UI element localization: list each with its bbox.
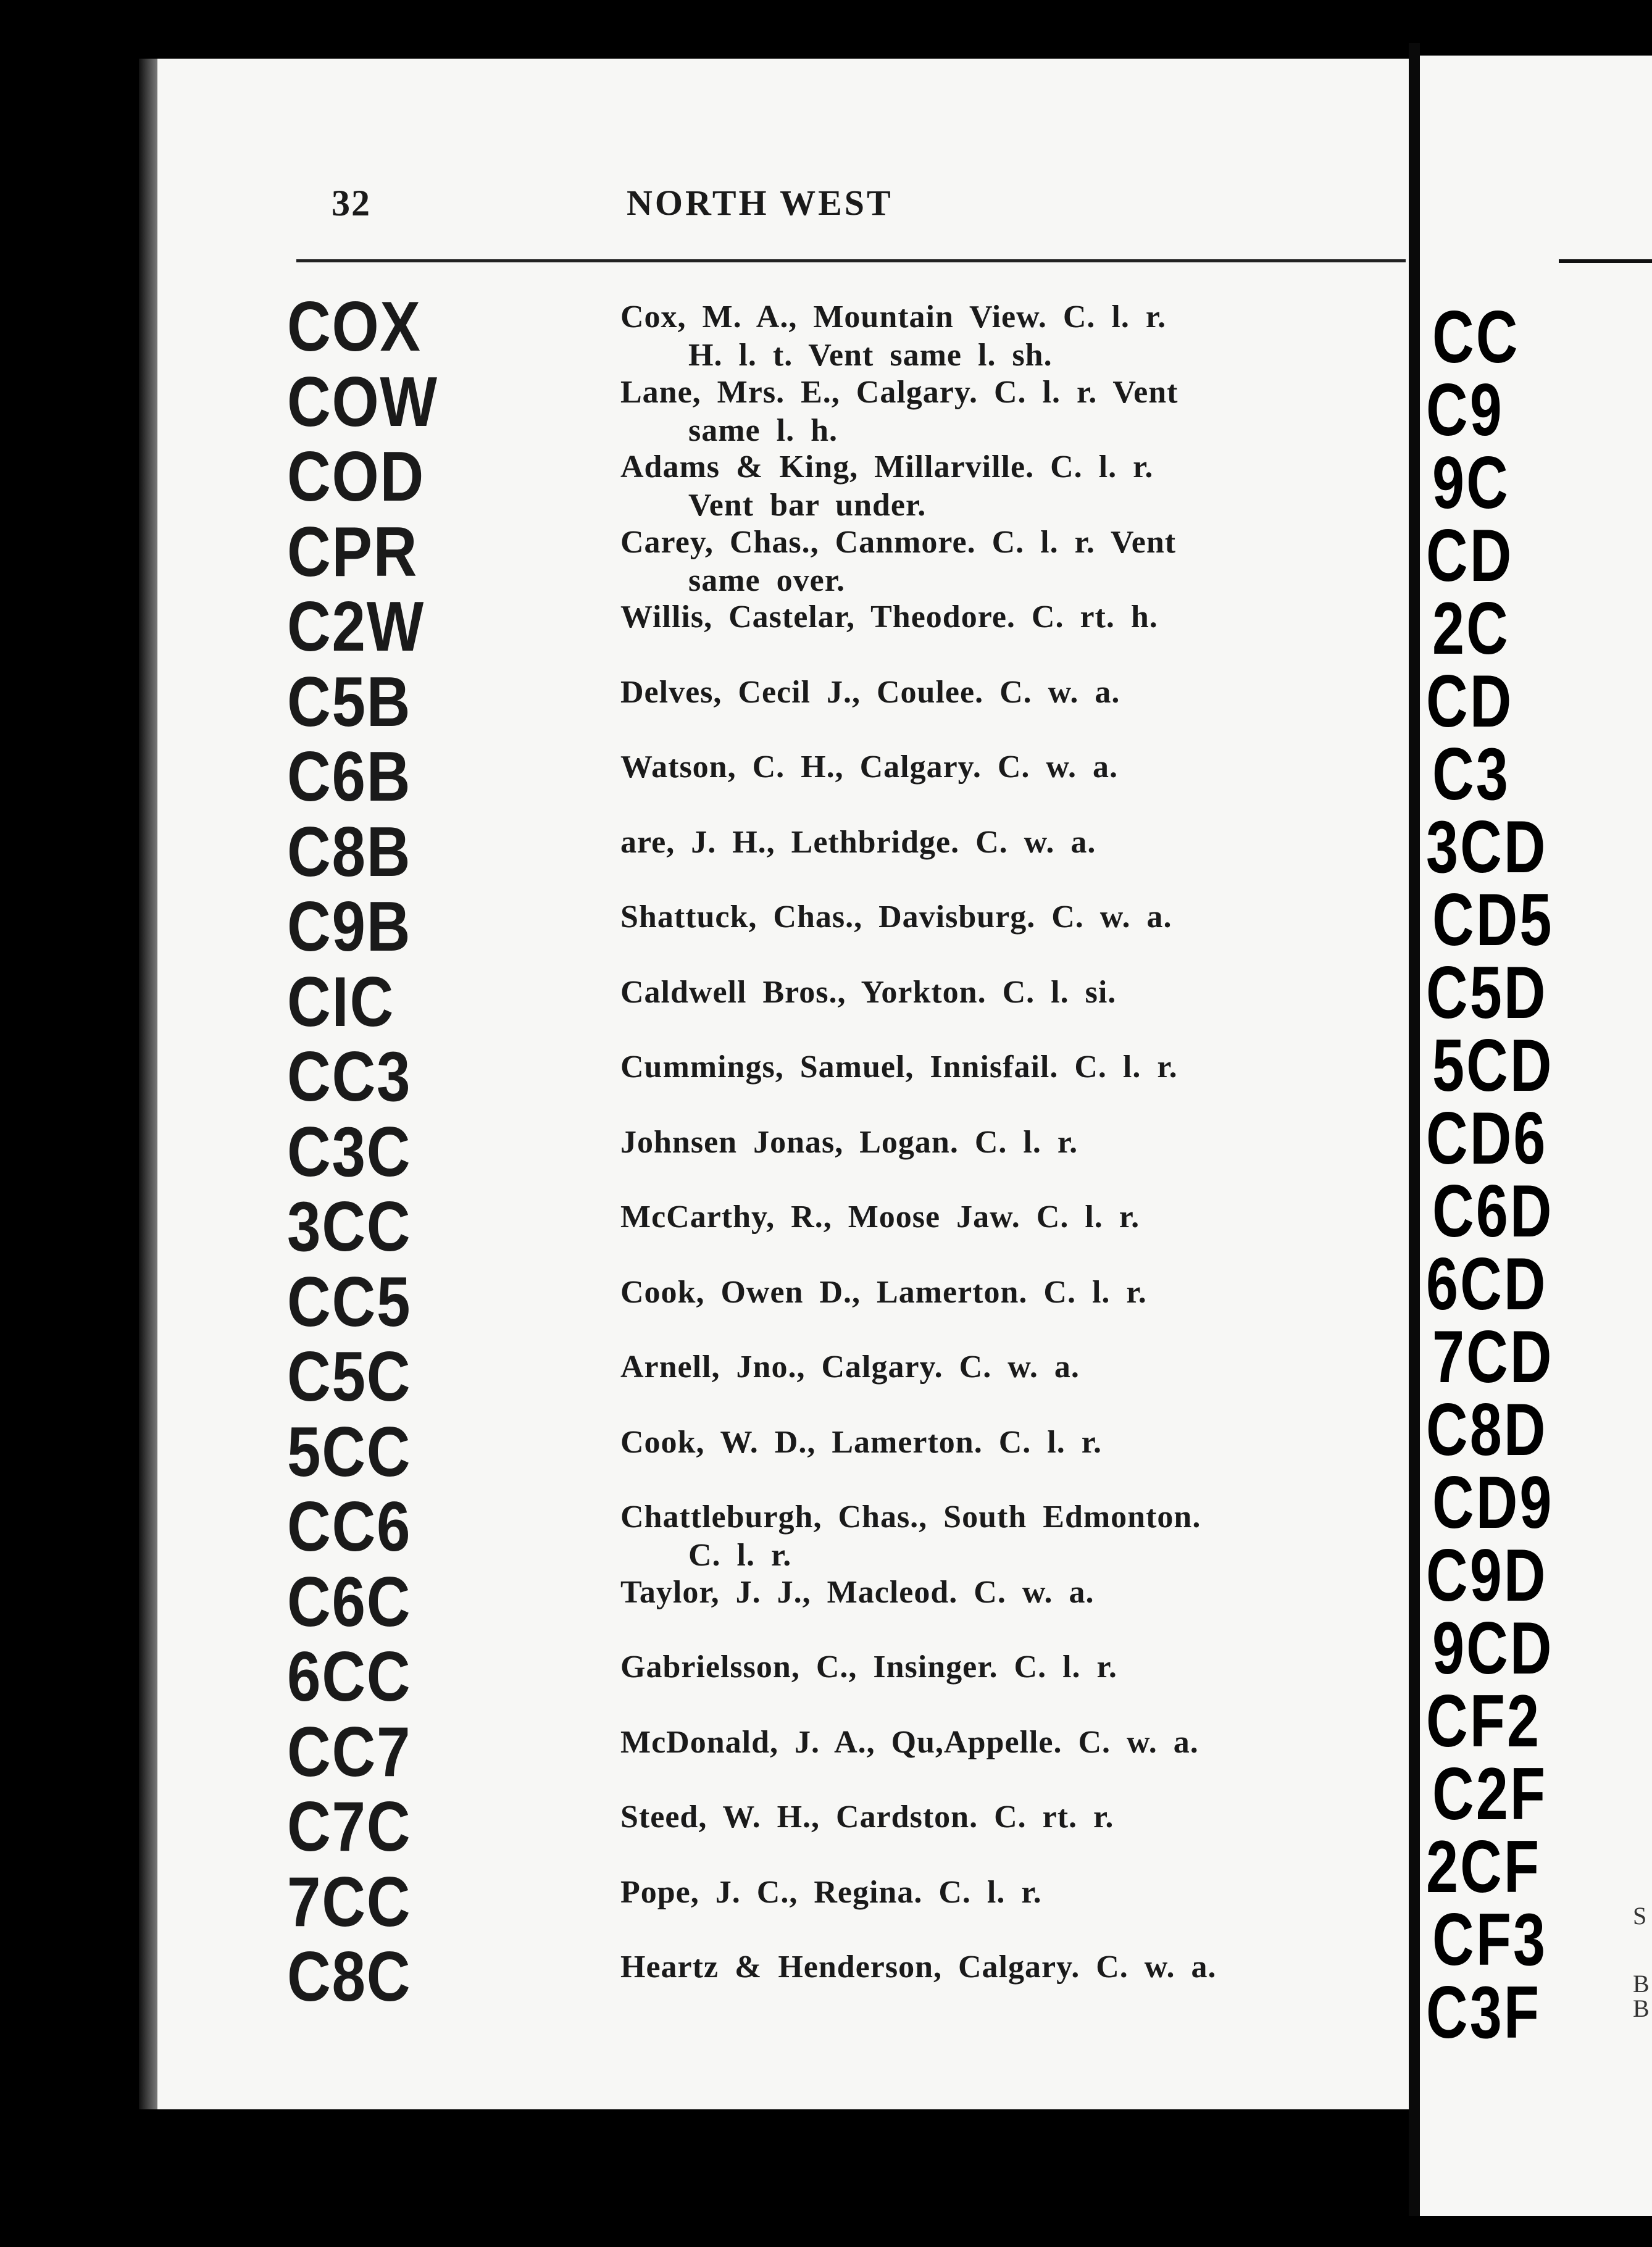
brand-mark: C7C bbox=[287, 1788, 412, 1866]
brand-owner-description bbox=[620, 973, 1441, 1012]
brand-entry bbox=[287, 888, 1398, 969]
right-page-brand-mark: CC bbox=[1432, 296, 1520, 378]
right-page-brand-mark: 9C bbox=[1432, 441, 1510, 524]
brand-mark: CC7 bbox=[287, 1712, 412, 1791]
right-page-brand-mark: C9 bbox=[1426, 369, 1504, 451]
brand-entry bbox=[287, 1788, 1398, 1869]
right-page-brand-mark: CF2 bbox=[1426, 1680, 1541, 1762]
description-line: Caldwell Bros., Yorkton. C. l. si. bbox=[620, 974, 1117, 1010]
description-continuation: Vent bar under. bbox=[688, 488, 927, 523]
brand-entry bbox=[287, 1862, 1398, 1944]
brand-mark: C3C bbox=[287, 1112, 412, 1191]
brand-mark: C8C bbox=[287, 1938, 412, 2016]
brand-entry bbox=[287, 1938, 1398, 2019]
description-continuation: H. l. t. Vent same l. sh. bbox=[688, 338, 1053, 373]
brand-owner-description bbox=[620, 1424, 1441, 1462]
brand-mark: C2W bbox=[287, 588, 425, 666]
brand-entry bbox=[287, 588, 1398, 669]
description-line: Shattuck, Chas., Davisburg. C. w. a. bbox=[620, 899, 1172, 935]
brand-mark: CC5 bbox=[287, 1262, 412, 1341]
running-head: NORTH WEST bbox=[627, 183, 893, 223]
brand-entries bbox=[157, 59, 1409, 2109]
brand-owner-description bbox=[620, 1198, 1441, 1236]
description-line: Cook, W. D., Lamerton. C. l. r. bbox=[620, 1424, 1103, 1460]
brand-owner-description bbox=[620, 373, 1441, 450]
description-continuation: C. l. r. bbox=[688, 1538, 792, 1573]
right-page-brand-mark: 2CF bbox=[1426, 1825, 1541, 1908]
left-page bbox=[157, 59, 1409, 2109]
brand-owner-description bbox=[620, 748, 1441, 786]
description-line: Cummings, Samuel, Innisfail. C. l. r. bbox=[620, 1049, 1178, 1085]
brand-owner-description bbox=[620, 1274, 1441, 1312]
brand-entry bbox=[287, 1262, 1398, 1344]
brand-mark: C5C bbox=[287, 1338, 412, 1416]
brand-entry bbox=[287, 438, 1398, 523]
brand-entry bbox=[287, 512, 1398, 598]
right-page-text-fragment: B bbox=[1633, 1970, 1650, 1998]
right-page-fragment bbox=[1420, 56, 1652, 2216]
right-page-text-fragment: S bbox=[1633, 1902, 1647, 1930]
brand-owner-description bbox=[620, 1048, 1441, 1086]
right-page-brand-mark: CD5 bbox=[1432, 878, 1554, 961]
right-page-brand-mark: C2F bbox=[1432, 1753, 1548, 1835]
brand-mark: CIC bbox=[287, 962, 395, 1041]
brand-mark: 5CC bbox=[287, 1412, 412, 1491]
description-line: Taylor, J. J., Macleod. C. w. a. bbox=[620, 1574, 1095, 1610]
description-line: Johnsen Jonas, Logan. C. l. r. bbox=[620, 1124, 1078, 1160]
right-page-brand-mark: C3F bbox=[1426, 1971, 1541, 2054]
brand-entry bbox=[287, 1188, 1398, 1269]
brand-entry bbox=[287, 1412, 1398, 1494]
description-line: Adams & King, Millarville. C. l. r. bbox=[620, 449, 1154, 485]
description-line: Cox, M. A., Mountain View. C. l. r. bbox=[620, 299, 1167, 335]
description-line: Delves, Cecil J., Coulee. C. w. a. bbox=[620, 674, 1120, 710]
brand-owner-description bbox=[620, 1874, 1441, 1912]
description-line: Steed, W. H., Cardston. C. rt. r. bbox=[620, 1799, 1114, 1835]
right-page-brand-mark: CF3 bbox=[1432, 1898, 1548, 1981]
brand-entry bbox=[287, 962, 1398, 1044]
description-line: Cook, Owen D., Lamerton. C. l. r. bbox=[620, 1274, 1147, 1310]
right-header-rule bbox=[1559, 259, 1652, 263]
description-line: Pope, J. C., Regina. C. l. r. bbox=[620, 1874, 1042, 1910]
description-line: Lane, Mrs. E., Calgary. C. l. r. Vent bbox=[620, 374, 1179, 410]
brand-entry bbox=[287, 1712, 1398, 1794]
right-page-brand-mark: 3CD bbox=[1426, 806, 1548, 888]
right-page-brand-mark: CD bbox=[1426, 514, 1514, 597]
right-page-brand-mark: 7CD bbox=[1432, 1315, 1554, 1398]
right-page-brand-mark: CD9 bbox=[1432, 1461, 1554, 1544]
brand-mark: C6B bbox=[287, 738, 412, 816]
brand-entry bbox=[287, 362, 1398, 448]
brand-mark: CC6 bbox=[287, 1488, 412, 1566]
right-page-text-fragment: B bbox=[1633, 1995, 1650, 2022]
right-page-brand-mark: CD bbox=[1426, 660, 1514, 743]
description-line: McDonald, J. A., Qu,Appelle. C. w. a. bbox=[620, 1724, 1199, 1760]
brand-mark: 6CC bbox=[287, 1638, 412, 1716]
description-line: Chattleburgh, Chas., South Edmonton. bbox=[620, 1499, 1201, 1535]
brand-entry bbox=[287, 1112, 1398, 1194]
brand-mark: 7CC bbox=[287, 1862, 412, 1941]
brand-owner-description bbox=[620, 1798, 1441, 1836]
brand-mark: C6C bbox=[287, 1562, 412, 1641]
brand-owner-description bbox=[620, 448, 1441, 525]
page-number: 32 bbox=[332, 183, 371, 223]
brand-owner-description bbox=[620, 298, 1441, 375]
brand-mark: 3CC bbox=[287, 1188, 412, 1266]
brand-entry bbox=[287, 1638, 1398, 1719]
right-page-brand-mark: C6D bbox=[1432, 1170, 1554, 1253]
brand-owner-description bbox=[620, 1498, 1441, 1575]
brand-entry bbox=[287, 1562, 1398, 1644]
brand-owner-description bbox=[620, 1124, 1441, 1162]
brand-owner-description bbox=[620, 823, 1441, 862]
right-page-brand-mark: 5CD bbox=[1432, 1024, 1554, 1107]
brand-owner-description bbox=[620, 1948, 1441, 1986]
brand-owner-description bbox=[620, 523, 1441, 600]
brand-mark: COW bbox=[287, 362, 438, 441]
right-page-brand-mark: C9D bbox=[1426, 1534, 1548, 1617]
brand-owner-description bbox=[620, 673, 1441, 712]
description-line: Gabrielsson, C., Insinger. C. l. r. bbox=[620, 1649, 1117, 1685]
brand-entry bbox=[287, 1338, 1398, 1419]
brand-owner-description bbox=[620, 598, 1441, 636]
right-page-brand-mark: 2C bbox=[1432, 587, 1510, 670]
brand-owner-description bbox=[620, 1724, 1441, 1762]
brand-owner-description bbox=[620, 898, 1441, 936]
right-page-brand-mark: C3 bbox=[1432, 733, 1510, 815]
brand-mark: COX bbox=[287, 288, 422, 366]
right-page-brand-mark: 9CD bbox=[1432, 1607, 1554, 1690]
brand-entry bbox=[287, 1488, 1398, 1573]
brand-mark: COD bbox=[287, 438, 425, 516]
brand-entry bbox=[287, 662, 1398, 744]
brand-owner-description bbox=[620, 1648, 1441, 1686]
description-line: Carey, Chas., Canmore. C. l. r. Vent bbox=[620, 524, 1177, 560]
brand-mark: C8B bbox=[287, 812, 412, 891]
right-page-brand-mark: 6CD bbox=[1426, 1243, 1548, 1325]
brand-mark: CC3 bbox=[287, 1038, 412, 1116]
brand-entry bbox=[287, 812, 1398, 894]
brand-entry bbox=[287, 738, 1398, 819]
description-line: Willis, Castelar, Theodore. C. rt. h. bbox=[620, 599, 1158, 635]
description-line: Watson, C. H., Calgary. C. w. a. bbox=[620, 749, 1119, 785]
description-line: are, J. H., Lethbridge. C. w. a. bbox=[620, 824, 1096, 860]
brand-mark: C5B bbox=[287, 662, 412, 741]
brand-entry bbox=[287, 1038, 1398, 1119]
brand-mark: C9B bbox=[287, 888, 412, 966]
brand-entry bbox=[287, 288, 1398, 373]
description-line: Heartz & Henderson, Calgary. C. w. a. bbox=[620, 1949, 1217, 1985]
right-page-brand-mark: C5D bbox=[1426, 951, 1548, 1034]
description-line: Arnell, Jno., Calgary. C. w. a. bbox=[620, 1349, 1080, 1385]
description-continuation: same over. bbox=[688, 562, 846, 598]
right-page-brand-mark: CD6 bbox=[1426, 1097, 1548, 1180]
right-page-brand-mark: C8D bbox=[1426, 1388, 1548, 1471]
brand-owner-description bbox=[620, 1348, 1441, 1386]
brand-owner-description bbox=[620, 1574, 1441, 1612]
description-line: McCarthy, R., Moose Jaw. C. l. r. bbox=[620, 1199, 1140, 1235]
brand-mark: CPR bbox=[287, 512, 419, 591]
description-continuation: same l. h. bbox=[688, 412, 838, 448]
book-spine bbox=[1409, 43, 1420, 2216]
